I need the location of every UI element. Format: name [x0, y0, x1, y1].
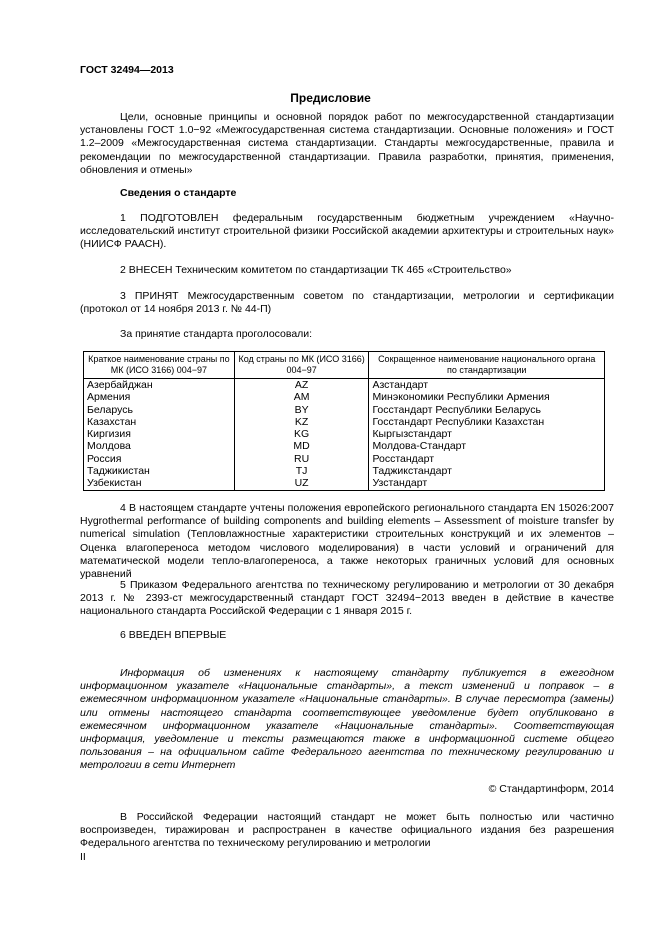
- body-cell: Госстандарт Республики Казахстан: [369, 416, 605, 428]
- body-cell: Таджикстандарт: [369, 465, 605, 477]
- code-cell: KZ: [234, 416, 369, 428]
- code-cell: BY: [234, 404, 369, 416]
- body-cell: Молдова-Стандарт: [369, 440, 605, 452]
- code-cell: TJ: [234, 465, 369, 477]
- copyright: © Стандартинформ, 2014: [488, 783, 614, 795]
- body-cell: Госстандарт Республики Беларусь: [369, 404, 605, 416]
- table-row: [84, 453, 605, 465]
- body-cell: Минэкономики Республики Армения: [369, 391, 605, 403]
- column-header-code: Код страны по МК (ИСО 3166) 004−97: [234, 352, 369, 379]
- table-row: [84, 428, 605, 440]
- body-cell: Азстандарт: [369, 379, 605, 392]
- table-header-row: [84, 352, 605, 379]
- item-5-paragraph: 5 Приказом Федерального агентства по техническому регулированию и метрологии от 30 декабря 2013 г. № 2393-ст межгосударственный стандарт ГОСТ 32494−2013 введен в действие в качестве национального стандарта Российской Федерации с 1 января 2015 г.: [80, 579, 614, 618]
- column-header-country: Краткое наименование страны по МК (ИСО 3166) 004−97: [84, 352, 235, 379]
- reproduction-notice: В Российской Федерации настоящий стандарт не может быть полностью или частично воспроизведен, тиражирован и распространен в качестве официального издания без разрешения Федерального агентства по техническому регулированию и метрологии: [80, 811, 614, 850]
- country-cell: Киргизия: [84, 428, 235, 440]
- document-header: ГОСТ 32494—2013: [80, 64, 174, 76]
- table-row: [84, 440, 605, 452]
- country-cell: Казахстан: [84, 416, 235, 428]
- code-cell: RU: [234, 453, 369, 465]
- table-row: [84, 379, 605, 392]
- table-row: [84, 416, 605, 428]
- item-4-paragraph: 4 В настоящем стандарте учтены положения европейского регионального стандарта EN 15026:2007 Hygrothermal performance of building components and building elements – Assessment of moisture transfer by numerical simulation (Тепловлажностные характеристики строительных конструкций и их элементов – Оценка влагопереноса методом числового моделирования) в части условий и ограничений для математической модели тепло-влагопереноса, а также некоторых граничных условий для основных уравнений: [80, 502, 614, 581]
- code-cell: MD: [234, 440, 369, 452]
- country-cell: Молдова: [84, 440, 235, 452]
- country-cell: Узбекистан: [84, 477, 235, 490]
- table-row: [84, 465, 605, 477]
- code-cell: AM: [234, 391, 369, 403]
- voting-countries-table: [83, 351, 605, 491]
- body-cell: Кыргызстандарт: [369, 428, 605, 440]
- page-number: II: [80, 851, 86, 863]
- item-prepared: 1 ПОДГОТОВЛЕН федеральным государственным бюджетным учреждением «Научно-исследовательский институт строительной физики Российской академии архитектуры и строительных наук» (НИИСФ РААСН).: [80, 212, 614, 251]
- info-notice: Информация об изменениях к настоящему стандарту публикуется в ежегодном информационном указателе «Национальные стандарты», а текст изменений и поправок – в ежемесячном информационном указателе «Национальные стандарты». В случае пересмотра (замены) или отмены настоящего стандарта соответствующее уведомление будет опубликовано в ежемесячном информационном указателе «Национальные стандарты». Соответствующая информация, уведомление и тексты размещаются также в информационной системе общего пользования – на официальном сайте Федерального агентства по техническому регулированию и метрологии в сети Интернет: [80, 667, 614, 772]
- country-cell: Таджикистан: [84, 465, 235, 477]
- country-cell: Азербайджан: [84, 379, 235, 392]
- section-title: Сведения о стандарте: [120, 187, 237, 199]
- code-cell: KG: [234, 428, 369, 440]
- column-header-body: Сокращенное наименование национального органа по стандартизации: [369, 352, 605, 379]
- voted-caption: За принятие стандарта проголосовали:: [120, 328, 313, 340]
- item-introduced: 2 ВНЕСЕН Техническим комитетом по стандартизации ТК 465 «Строительство»: [120, 264, 512, 276]
- body-cell: Росстандарт: [369, 453, 605, 465]
- item-6-paragraph: 6 ВВЕДЕН ВПЕРВЫЕ: [120, 629, 227, 641]
- page-title: Предисловие: [290, 91, 371, 105]
- table-row: [84, 477, 605, 490]
- intro-paragraph: Цели, основные принципы и основной порядок работ по межгосударственной стандартизации установлены ГОСТ 1.0−92 «Межгосударственная система стандартизации. Основные положения» и ГОСТ 1.2–2009 «Межгосударственная система стандартизации. Стандарты межгосударственные, правила и рекомендации по межгосударственной стандартизации. Правила разработки, принятия, применения, обновления и отмены»: [80, 111, 614, 176]
- country-cell: Армения: [84, 391, 235, 403]
- table-row: [84, 391, 605, 403]
- table-row: [84, 404, 605, 416]
- body-cell: Узстандарт: [369, 477, 605, 490]
- code-cell: AZ: [234, 379, 369, 392]
- code-cell: UZ: [234, 477, 369, 490]
- item-adopted: 3 ПРИНЯТ Межгосударственным советом по стандартизации, метрологии и сертификации (протокол от 14 ноября 2013 г. № 44-П): [80, 290, 614, 316]
- country-cell: Беларусь: [84, 404, 235, 416]
- country-cell: Россия: [84, 453, 235, 465]
